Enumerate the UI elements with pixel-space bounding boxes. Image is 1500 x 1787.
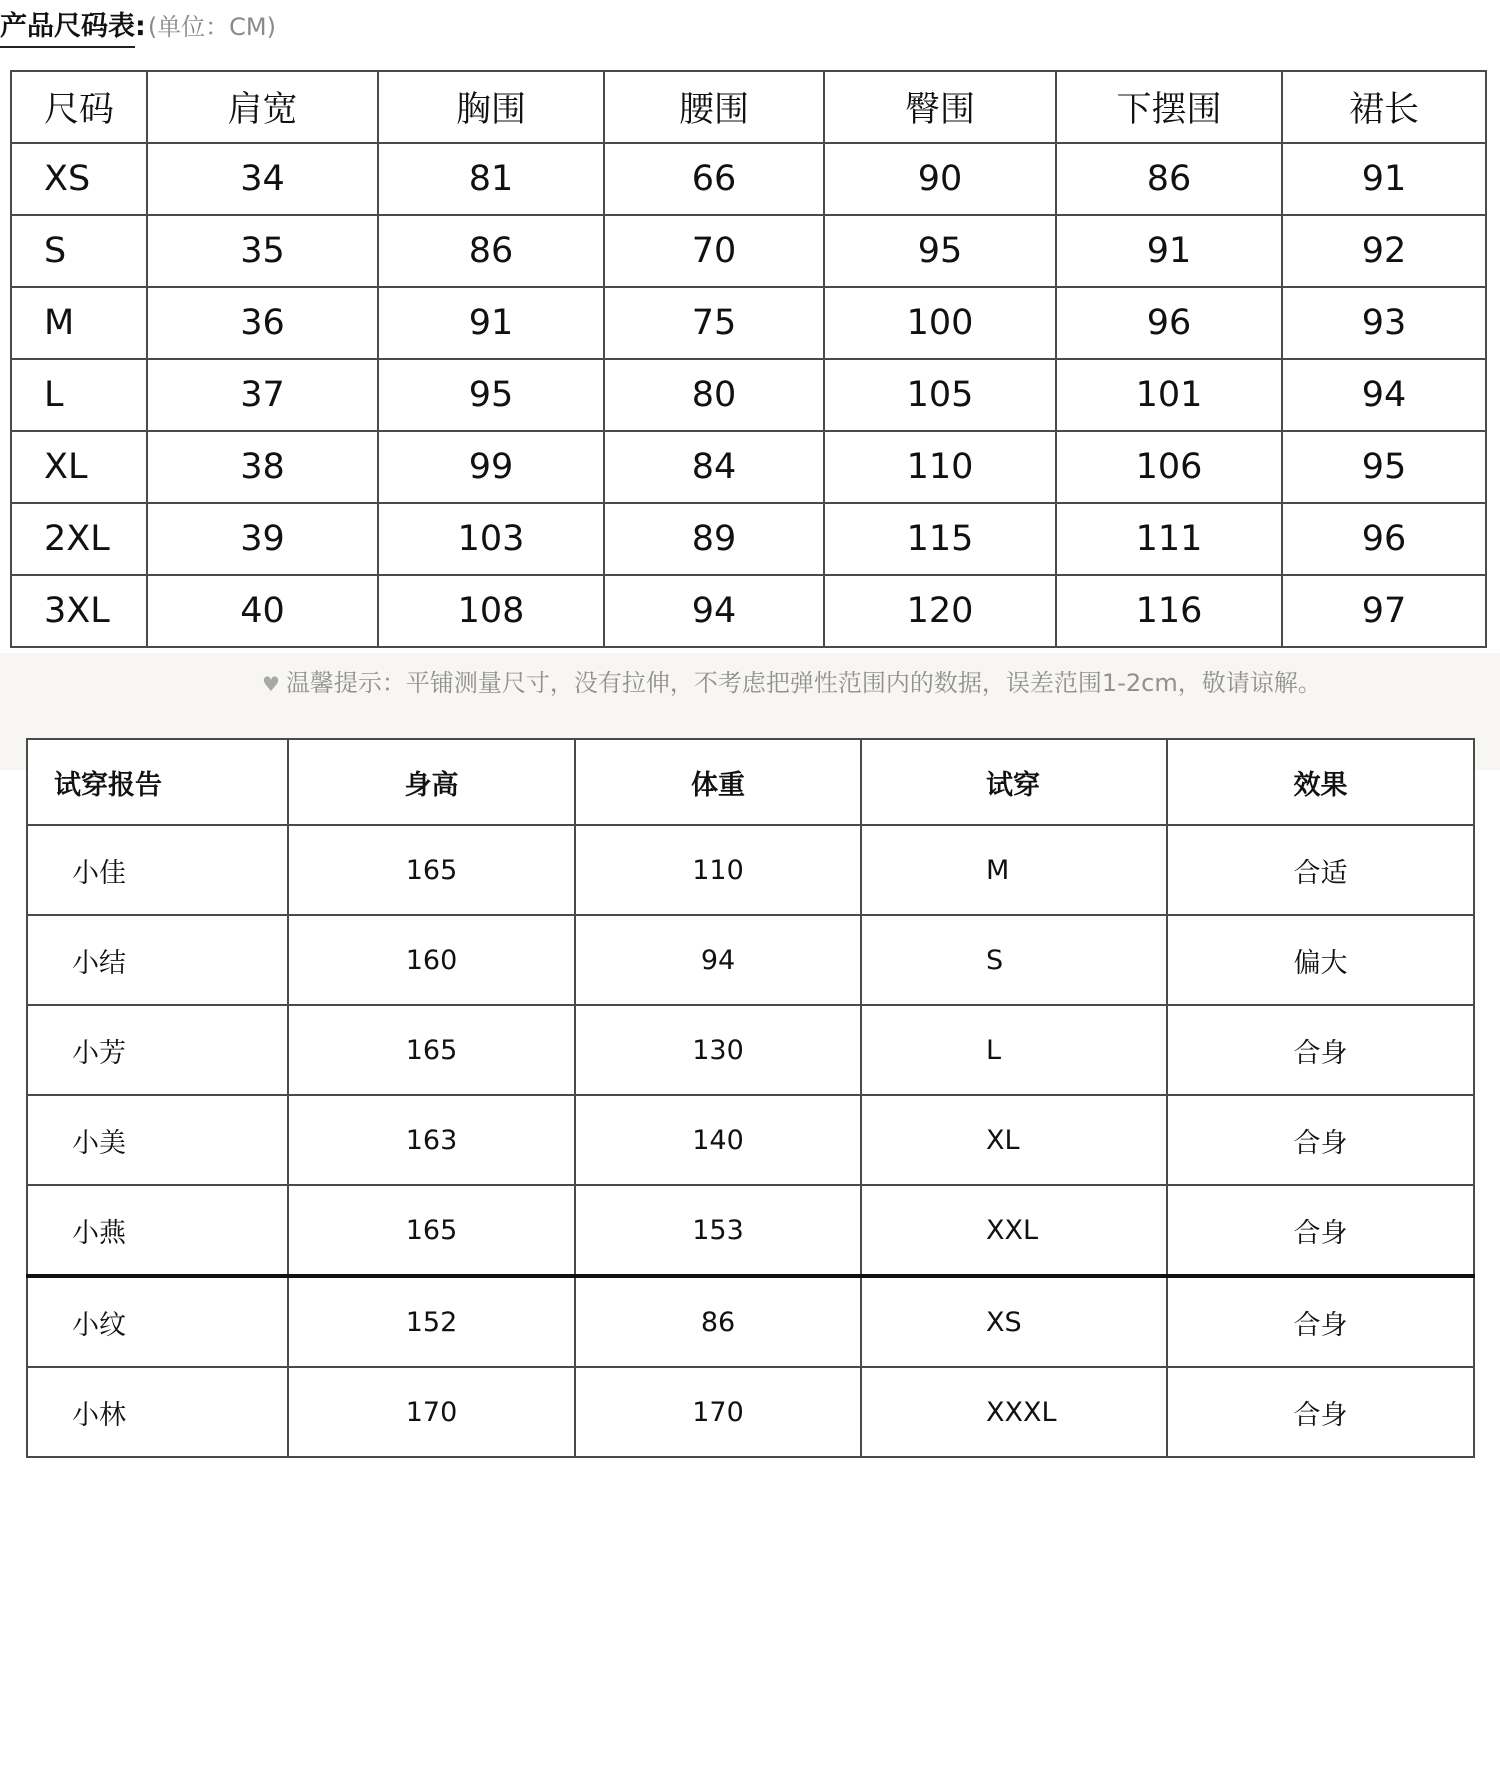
size-table-cell: 92 [1282, 215, 1486, 287]
size-table-cell: 37 [147, 359, 378, 431]
tryon-table-cell: 小纹 [27, 1276, 288, 1367]
size-table-row [11, 143, 1486, 215]
size-table-cell: 108 [378, 575, 604, 647]
tryon-table-header-row [27, 739, 1474, 825]
tryon-table-cell: XS [861, 1276, 1167, 1367]
tryon-table-cell: 153 [575, 1185, 861, 1276]
tryon-table-cell: 163 [288, 1095, 575, 1185]
tryon-table-cell: 160 [288, 915, 575, 1005]
size-table-cell: 3XL [11, 575, 147, 647]
tryon-table-cell: 合身 [1167, 1367, 1474, 1457]
size-table-cell: 75 [604, 287, 824, 359]
tryon-table-header-cell: 试穿报告 [27, 739, 288, 825]
size-table-cell: 38 [147, 431, 378, 503]
tryon-table-cell: 152 [288, 1276, 575, 1367]
size-table-cell: 95 [824, 215, 1056, 287]
tip-note [262, 667, 1322, 699]
size-table-cell: 94 [1282, 359, 1486, 431]
size-table-cell: 96 [1056, 287, 1282, 359]
size-table-row [11, 575, 1486, 647]
size-table-cell: 116 [1056, 575, 1282, 647]
size-table-cell: XS [11, 143, 147, 215]
size-table-cell: 93 [1282, 287, 1486, 359]
size-table-cell: 106 [1056, 431, 1282, 503]
tryon-table-cell: S [861, 915, 1167, 1005]
size-table-cell: 80 [604, 359, 824, 431]
size-table-cell: 91 [378, 287, 604, 359]
size-table-cell: 115 [824, 503, 1056, 575]
title-unit: (单位：CM) [147, 13, 277, 41]
tryon-table-cell: 140 [575, 1095, 861, 1185]
tryon-table-cell: 合适 [1167, 825, 1474, 915]
tryon-table-cell: 86 [575, 1276, 861, 1367]
size-table-cell: 94 [604, 575, 824, 647]
size-table-cell: 97 [1282, 575, 1486, 647]
size-table-cell: 91 [1056, 215, 1282, 287]
size-table-cell: 35 [147, 215, 378, 287]
tryon-table-row [27, 915, 1474, 1005]
size-table-cell: 96 [1282, 503, 1486, 575]
tryon-table-cell: 165 [288, 1185, 575, 1276]
tryon-table-cell: L [861, 1005, 1167, 1095]
tryon-table-cell: XL [861, 1095, 1167, 1185]
size-table-cell: 95 [378, 359, 604, 431]
tryon-table-header-cell: 效果 [1167, 739, 1474, 825]
size-table-cell: 66 [604, 143, 824, 215]
size-table-header-row [11, 71, 1486, 143]
size-table-cell: 86 [1056, 143, 1282, 215]
tryon-table-cell: M [861, 825, 1167, 915]
tryon-table-cell: 小佳 [27, 825, 288, 915]
tryon-table-cell: 170 [575, 1367, 861, 1457]
title-main: 产品尺码表 [0, 4, 135, 48]
tryon-table-row [27, 1367, 1474, 1457]
tryon-table-cell: 小芳 [27, 1005, 288, 1095]
size-table-cell: 101 [1056, 359, 1282, 431]
tryon-table-cell: 偏大 [1167, 915, 1474, 1005]
size-table-cell: 99 [378, 431, 604, 503]
tryon-table-cell: 小林 [27, 1367, 288, 1457]
size-table-cell: 40 [147, 575, 378, 647]
size-table-header-cell: 腰围 [604, 71, 824, 143]
size-table-cell: L [11, 359, 147, 431]
size-table-row [11, 287, 1486, 359]
tryon-table-header-cell: 身高 [288, 739, 575, 825]
size-table-cell: 84 [604, 431, 824, 503]
size-table-cell: 91 [1282, 143, 1486, 215]
tryon-table-row [27, 1185, 1474, 1276]
tryon-table-cell: 170 [288, 1367, 575, 1457]
size-table-cell: 70 [604, 215, 824, 287]
size-table-cell: 111 [1056, 503, 1282, 575]
tryon-table-row [27, 825, 1474, 915]
tryon-table-cell: 110 [575, 825, 861, 915]
tryon-table-row [27, 1095, 1474, 1185]
size-table-cell: XL [11, 431, 147, 503]
size-table-cell: 120 [824, 575, 1056, 647]
size-table-header-cell: 尺码 [11, 71, 147, 143]
size-table-cell: 89 [604, 503, 824, 575]
size-table-header-cell: 臀围 [824, 71, 1056, 143]
tryon-table-header-cell: 试穿 [861, 739, 1167, 825]
size-table-cell: 100 [824, 287, 1056, 359]
size-table-cell: 81 [378, 143, 604, 215]
size-table-row [11, 503, 1486, 575]
size-table-cell: 2XL [11, 503, 147, 575]
size-table-cell: 34 [147, 143, 378, 215]
tip-text: 温馨提示：平铺测量尺寸，没有拉伸，不考虑把弹性范围内的数据，误差范围1-2cm，敬请谅解。 [285, 669, 1322, 697]
size-table-cell: 90 [824, 143, 1056, 215]
tryon-table-cell: 合身 [1167, 1005, 1474, 1095]
tryon-table-cell: XXXL [861, 1367, 1167, 1457]
size-table-header-cell: 肩宽 [147, 71, 378, 143]
tryon-table-row [27, 1276, 1474, 1367]
page-title [0, 4, 276, 48]
tryon-table-cell: 小结 [27, 915, 288, 1005]
tryon-table-cell: 合身 [1167, 1095, 1474, 1185]
tryon-table-cell: 94 [575, 915, 861, 1005]
tryon-table-cell: 小美 [27, 1095, 288, 1185]
size-table-header-cell: 下摆围 [1056, 71, 1282, 143]
tryon-table-cell: 165 [288, 825, 575, 915]
size-table-cell: M [11, 287, 147, 359]
tryon-table-cell: 合身 [1167, 1276, 1474, 1367]
tryon-table-cell: 130 [575, 1005, 861, 1095]
size-table [10, 70, 1487, 648]
size-table-cell: 86 [378, 215, 604, 287]
tryon-table-cell: 小燕 [27, 1185, 288, 1276]
size-table-cell: 95 [1282, 431, 1486, 503]
tryon-table-row [27, 1005, 1474, 1095]
size-table-cell: 103 [378, 503, 604, 575]
size-table-cell: 110 [824, 431, 1056, 503]
tryon-table-cell: 165 [288, 1005, 575, 1095]
size-table-cell: 105 [824, 359, 1056, 431]
size-table-cell: 39 [147, 503, 378, 575]
size-table-row [11, 359, 1486, 431]
tryon-table-cell: XXL [861, 1185, 1167, 1276]
size-table-cell: S [11, 215, 147, 287]
tryon-table-header-cell: 体重 [575, 739, 861, 825]
size-table-row [11, 431, 1486, 503]
heart-icon: ♥ [262, 672, 280, 696]
size-table-cell: 36 [147, 287, 378, 359]
size-table-header-cell: 裙长 [1282, 71, 1486, 143]
tryon-table [26, 738, 1475, 1458]
size-table-header-cell: 胸围 [378, 71, 604, 143]
title-colon: : [135, 11, 146, 42]
size-table-row [11, 215, 1486, 287]
tryon-table-cell: 合身 [1167, 1185, 1474, 1276]
